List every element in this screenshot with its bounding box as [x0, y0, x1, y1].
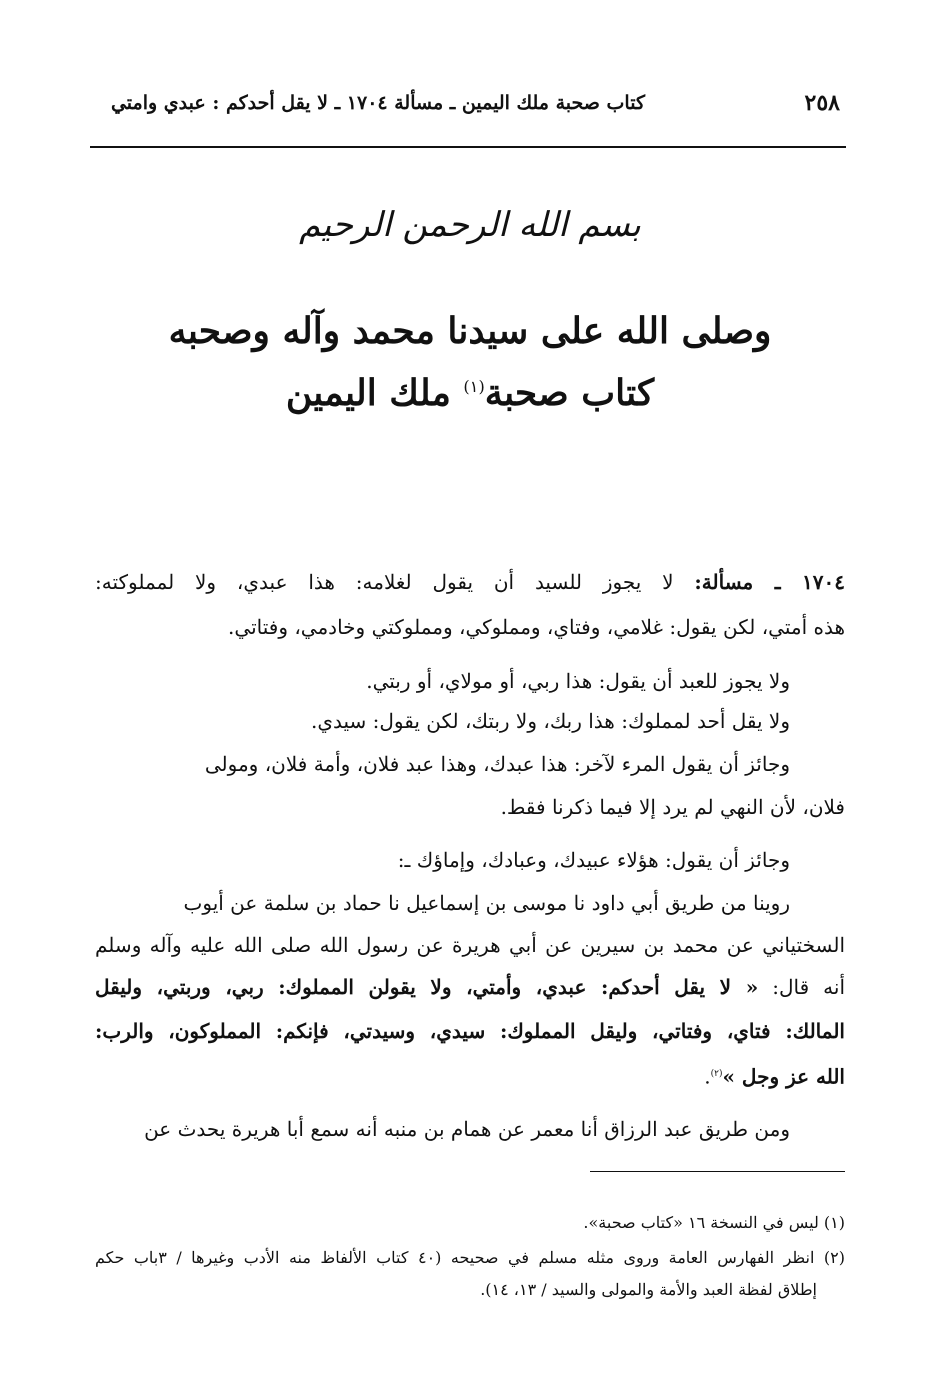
paragraph-line	[95, 567, 845, 597]
paragraph-line: ولا يجوز للعبد أن يقول: هذا ربي، أو مولاي، أو ربتي.	[366, 669, 790, 693]
paragraph-line: وجائز أن يقول المرء لآخر: هذا عبدك، وهذا عبد فلان، وأمة فلان، ومولى	[204, 752, 790, 776]
basmala: بسم الله الرحمن الرحيم	[299, 205, 641, 245]
hadith-line	[95, 1059, 845, 1089]
paragraph-text: أنه قال:	[772, 975, 845, 999]
hadith-text: « لا يقل أحدكم: عبدي، وأمتي، ولا يقولن المملوك: ربي، وربتي، وليقل	[95, 975, 759, 999]
paragraph-line	[95, 972, 845, 1002]
salutation-heading: وصلى الله على سيدنا محمد وآله وصحبه	[168, 310, 772, 352]
book-title-tail: ملك اليمين	[285, 372, 451, 414]
footnote-marker-1: (١)	[463, 377, 485, 396]
footnote-2-continued: إطلاق لفظة العبد والأمة والمولى والسيد / ١٣، ١٤).	[480, 1280, 817, 1299]
footnote-2: (٢) انظر الفهارس العامة وروى مثله مسلم في صحيحه (٤٠ كتاب الألفاظ منه الأدب وغيرها / ٣باب حكم	[95, 1248, 845, 1267]
book-title	[150, 372, 790, 414]
footnote-divider	[590, 1171, 845, 1172]
header-divider	[90, 146, 846, 148]
book-title-text: كتاب صحبة	[484, 372, 655, 414]
paragraph-line: السختياني عن محمد بن سيرين عن أبي هريرة عن رسول الله صلى الله عليه وآله وسلم	[95, 933, 845, 957]
footnote-1: (١) ليس في النسخة ١٦ «كتاب صحبة».	[583, 1213, 845, 1232]
footnote-marker-2: (٢)	[710, 1069, 723, 1079]
paragraph-line: فلان، لأن النهي لم يرد إلا فيما ذكرنا فقط.	[500, 795, 845, 819]
paragraph-text: لا يجوز للسيد أن يقول لغلامه: هذا عبدي، ولا لمملوكته:	[95, 570, 674, 594]
running-head: كتاب صحبة ملك اليمين ـ مسألة ١٧٠٤ ـ لا يقل أحدكم : عبدي وامتي	[110, 92, 645, 114]
paragraph-line: ومن طريق عبد الرزاق أنا معمر عن همام بن منبه أنه سمع أبا هريرة يحدث عن	[144, 1117, 790, 1141]
sentence-end: .	[704, 1064, 711, 1089]
paragraph-line: ولا يقل أحد لمملوك: هذا ربك، ولا ربتك، لكن يقول: سيدي.	[310, 709, 790, 733]
paragraph-line: هذه أمتي، لكن يقول: غلامي، وفتاي، ومملوكي، ومملوكتي وخادمي، وفتاتي.	[228, 615, 845, 639]
page-number: ٢٥٨	[804, 90, 840, 116]
hadith-text: الله عز وجل »	[722, 1064, 845, 1089]
paragraph-line: وجائز أن يقول: هؤلاء عبيدك، وعبادك، وإماؤك ـ:	[397, 848, 790, 872]
hadith-line: المالك: فتاي، وفتاتي، وليقل المملوك: سيدي، وسيدتي، فإنكم: المملوكون، والرب:	[95, 1019, 845, 1043]
paragraph-line: روينا من طريق أبي داود نا موسى بن إسماعيل نا حماد بن سلمة عن أيوب	[183, 891, 790, 915]
issue-number: ١٧٠٤ ـ مسألة:	[694, 570, 845, 594]
